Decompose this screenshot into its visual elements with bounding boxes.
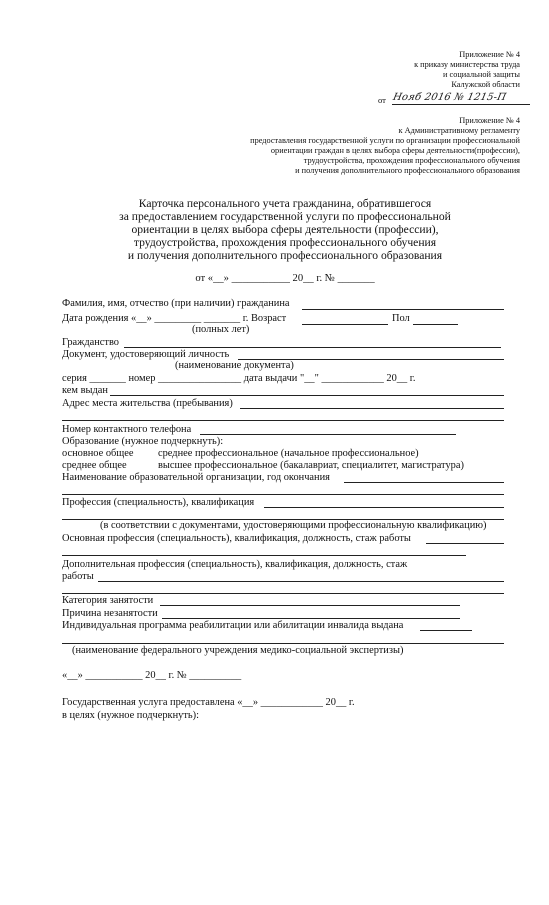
issued-by-label: кем выдан bbox=[62, 385, 108, 396]
address-field-line[interactable] bbox=[240, 408, 504, 409]
ipr-hint: (наименование федерального учреждения медико-социальной экспертизы) bbox=[72, 645, 404, 656]
additional-profession-label: Дополнительная профессия (специальность), квалификация, должность, стаж bbox=[62, 559, 408, 570]
birth-age-label: Дата рождения «__» _________ _______ г. Возраст bbox=[62, 313, 287, 324]
employment-category-field-line[interactable] bbox=[160, 605, 460, 606]
service-goal-label: в целях (нужное подчеркнуть): bbox=[62, 710, 199, 721]
profession-hint: (в соответствии с документами, удостоверяющими профессиональную квалификацию) bbox=[100, 520, 487, 531]
header2-line6: и получения дополнительного профессионального образования bbox=[295, 166, 520, 175]
unemployment-reason-label: Причина незанятости bbox=[62, 608, 158, 619]
education-basic-general[interactable]: основное общее bbox=[62, 448, 134, 459]
issued-by-field-line[interactable] bbox=[110, 395, 504, 396]
header-appendix-label: Приложение № 4 bbox=[459, 50, 520, 59]
order-date-underline bbox=[392, 104, 530, 105]
header2-line3: предоставления государственной услуги по организации профессиональной bbox=[250, 136, 520, 145]
main-profession-label: Основная профессия (специальность), квалификация, должность, стаж работы bbox=[62, 533, 411, 544]
id-document-hint: (наименование документа) bbox=[175, 360, 294, 371]
citizenship-label: Гражданство bbox=[62, 337, 119, 348]
phone-field-line[interactable] bbox=[200, 434, 456, 435]
document-title-line2: за предоставлением государственной услуги по профессиональной bbox=[119, 210, 451, 223]
sex-label: Пол bbox=[392, 313, 410, 324]
document-title-line3: ориентации в целях выбора сферы деятельности (профессии), bbox=[131, 223, 439, 236]
fio-label: Фамилия, имя, отчество (при наличии) гражданина bbox=[62, 298, 290, 309]
header-order-line: к приказу министерства труда bbox=[414, 60, 520, 69]
header2-line5: трудоустройства, прохождения профессионального обучения bbox=[303, 156, 520, 165]
header-from-prefix: от bbox=[378, 95, 386, 105]
ipr-field-line[interactable] bbox=[420, 630, 472, 631]
id-document-label: Документ, удостоверяющий личность bbox=[62, 349, 230, 360]
header2-appendix-label: Приложение № 4 bbox=[459, 116, 520, 125]
passport-series-number-line: серия _______ номер ________________ дата выдачи "__" ____________ 20__ г. bbox=[62, 373, 416, 384]
unemployment-reason-field-line[interactable] bbox=[162, 618, 460, 619]
document-title-line4: трудоустройства, прохождения профессионального обучения bbox=[133, 236, 437, 249]
header-ministry-line: и социальной защиты bbox=[443, 70, 520, 79]
header-region-line: Калужской области bbox=[451, 80, 520, 89]
card-date-line: от «__» ___________ 20__ г. № _______ bbox=[195, 273, 375, 284]
ipr-date-number-line: «__» ___________ 20__ г. № __________ bbox=[62, 670, 242, 681]
fio-field-line[interactable] bbox=[302, 309, 504, 310]
additional-profession-label-2: работы bbox=[62, 571, 94, 582]
sex-field-line[interactable] bbox=[413, 324, 458, 325]
education-organization-label: Наименование образовательной организации, год окончания bbox=[62, 472, 330, 483]
main-profession-field-line[interactable] bbox=[426, 543, 504, 544]
education-organization-field-line-2[interactable] bbox=[62, 494, 504, 495]
additional-profession-field-line[interactable] bbox=[98, 581, 504, 582]
service-provided-line: Государственная услуга предоставлена «__» ____________ 20__ г. bbox=[62, 697, 355, 708]
profession-field-line[interactable] bbox=[264, 507, 504, 508]
document-title-line1: Карточка персонального учета гражданина, обратившегося bbox=[138, 197, 432, 210]
document-title-line5: и получения дополнительного профессионального образования bbox=[127, 249, 443, 262]
age-field-line[interactable] bbox=[302, 324, 388, 325]
ipr-field-line-2[interactable] bbox=[62, 643, 504, 644]
citizenship-field-line[interactable] bbox=[124, 347, 501, 348]
employment-category-label: Категория занятости bbox=[62, 595, 154, 606]
full-years-hint: (полных лет) bbox=[192, 324, 250, 335]
phone-label: Номер контактного телефона bbox=[62, 424, 192, 435]
handwritten-order-number: Нояб 2016 № 1215-П bbox=[391, 92, 508, 103]
header2-regulation-line: к Административному регламенту bbox=[398, 126, 520, 135]
ipr-label: Индивидуальная программа реабилитации или абилитации инвалида выдана bbox=[62, 620, 404, 631]
header2-line4: ориентации граждан в целях выбора сферы деятельности(профессии), bbox=[270, 146, 520, 155]
profession-label: Профессия (специальность), квалификация bbox=[62, 497, 255, 508]
education-higher-vocational[interactable]: высшее профессиональное (бакалавриат, специалитет, магистратура) bbox=[158, 460, 464, 471]
address-field-line-2[interactable] bbox=[62, 420, 504, 421]
address-label: Адрес места жительства (пребывания) bbox=[62, 398, 233, 409]
main-profession-field-line-2[interactable] bbox=[62, 555, 466, 556]
education-secondary-vocational[interactable]: среднее профессиональное (начальное профессиональное) bbox=[158, 448, 419, 459]
education-label: Образование (нужное подчеркнуть): bbox=[62, 436, 224, 447]
education-secondary-general[interactable]: среднее общее bbox=[62, 460, 127, 471]
education-organization-field-line[interactable] bbox=[344, 482, 504, 483]
additional-profession-field-line-2[interactable] bbox=[62, 593, 504, 594]
